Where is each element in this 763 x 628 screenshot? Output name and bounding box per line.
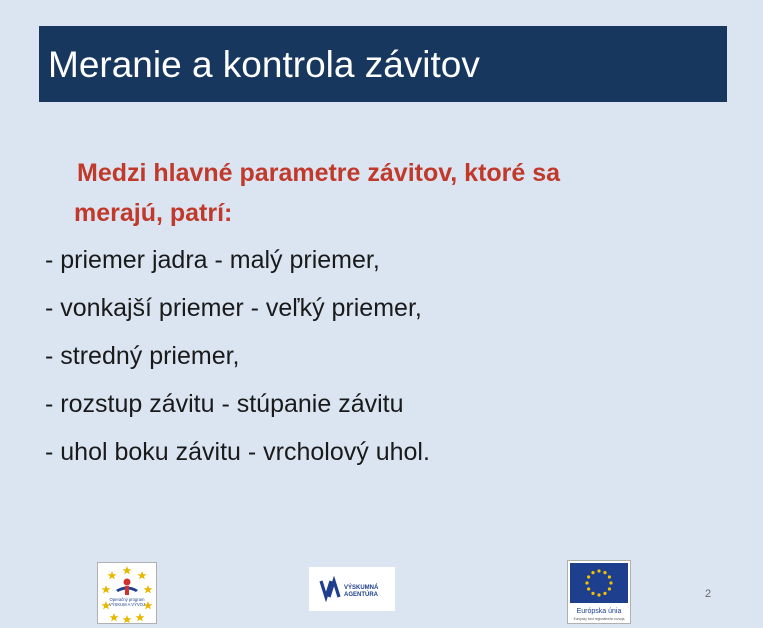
op-research-logo	[97, 562, 157, 624]
intro-text	[74, 153, 674, 233]
list-item: - rozstup závitu - stúpanie závitu	[45, 390, 404, 418]
svg-text:VÝSKUM A VÝVOJ: VÝSKUM A VÝVOJ	[108, 602, 146, 607]
title-bar	[39, 26, 727, 102]
research-agency-logo	[309, 567, 395, 611]
list-item: - stredný priemer,	[45, 342, 240, 370]
svg-text:Európska únia: Európska únia	[576, 608, 622, 615]
parameter-list	[45, 240, 725, 480]
slide-title: Meranie a kontrola závitov	[48, 44, 480, 85]
list-item: - priemer jadra - malý priemer,	[45, 246, 380, 274]
list-item: - vonkajší priemer - veľký priemer,	[45, 294, 422, 322]
eu-flag-logo	[567, 560, 631, 624]
list-item: - uhol boku závitu - vrcholový uhol.	[45, 438, 430, 466]
svg-text:Operačný program: Operačný program	[109, 597, 145, 602]
intro-line-1: Medzi hlavné parametre závitov, ktoré sa	[77, 159, 561, 187]
svg-text:Európsky fond regionálneho roz: Európsky fond regionálneho rozvoja	[573, 617, 625, 621]
page-number: 2	[705, 588, 712, 600]
intro-line-2: merajú, patrí:	[74, 199, 233, 227]
svg-text:AGENTÚRA: AGENTÚRA	[344, 592, 378, 598]
svg-text:VÝSKUMNÁ: VÝSKUMNÁ	[344, 585, 379, 591]
